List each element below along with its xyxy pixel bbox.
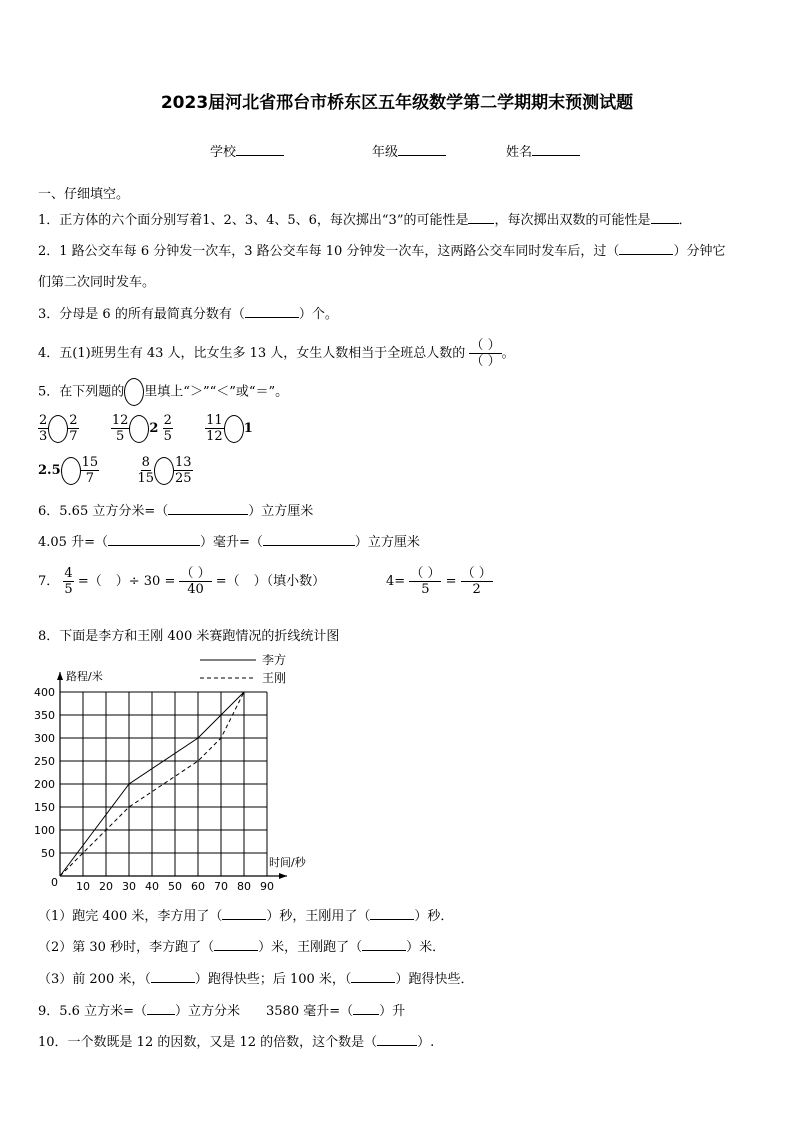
question-3: 3．分母是 6 的所有最简真分数有（ ）个。 [38, 307, 338, 322]
question-7: 7． $\frac{4}{5}$ =（ ）÷ 30 = $\frac{( )}{40}$ =（ ）（填小数） [38, 566, 326, 597]
x-tick-label: 30 [122, 880, 136, 893]
question-2-cont: 们第二次同时发车。 [38, 275, 156, 290]
y-tick-label: 100 [34, 824, 55, 837]
compare-row-1: $\frac{2}{3}$ $\frac{2}{7}$ $\frac{12}{5}$ 2 $\frac{2}{5}$ $\frac{11}{12}$ 1 [39, 413, 253, 444]
section-heading: 一、仔细填空。 [38, 187, 130, 202]
y-tick-label: 150 [34, 801, 55, 814]
x-axis-arrow [279, 873, 287, 879]
compare-oval [124, 378, 144, 406]
question-9: 9．5.6 立方米=（ ）立方分米 3580 毫升=（ ）升 [38, 1004, 406, 1019]
x-tick-label: 70 [214, 880, 228, 893]
question-5: 5．在下列题的 里填上“＞”“＜”或“＝”。 [38, 378, 288, 406]
x-tick-label: 20 [99, 880, 113, 893]
chart-grid [60, 692, 267, 876]
x-tick-label: 40 [145, 880, 159, 893]
y-tick-label: 350 [34, 709, 55, 722]
y-axis-arrow [57, 672, 63, 680]
question-8-sub1: （1）跑完 400 米，李方用了（ ）秒，王刚用了（ ）秒． [38, 909, 454, 924]
legend-label: 王刚 [262, 671, 287, 685]
fraction-blank: $\frac{( )}{( )}$ [470, 338, 501, 369]
y-axis-label: 路程/米 [66, 670, 103, 683]
question-2: 2．1 路公交车每 6 分钟发一次车，3 路公交车每 10 分钟发一次车，这两路公交车同时发车后，过（ ）分钟它 [38, 244, 726, 259]
question-10: 10．一个数既是 12 的因数，又是 12 的倍数，这个数是（ ）. [38, 1035, 435, 1050]
compare-oval [129, 415, 149, 443]
question-4: 4．五(1)班男生有 43 人，比女生多 13 人，女生人数相当于全班总人数的 $\frac{( )}{( )}$ 。 [38, 338, 515, 369]
question-1: 1．正方体的六个面分别写着1、2、3、4、5、6，每次掷出“3”的可能性是 ，每次掷出双数的可能性是 ． [38, 213, 692, 228]
legend-label: 李方 [262, 653, 287, 667]
compare-oval [48, 415, 68, 443]
x-tick-label: 90 [260, 880, 274, 893]
page-title: 2023届河北省邢台市桥东区五年级数学第二学期期末预测试题 [160, 93, 634, 113]
compare-oval [154, 457, 174, 485]
question-7-part2: 4= $\frac{( )}{5}$ = $\frac{( )}{2}$ [386, 566, 492, 597]
question-6: 6．5.65 立方分米=（ ）立方厘米 [38, 504, 314, 519]
x-tick-label: 50 [168, 880, 182, 893]
y-tick-label: 200 [34, 778, 55, 791]
origin-label: 0 [51, 876, 58, 889]
compare-row-2: 2.5 $\frac{15}{7}$ $\frac{8}{15}$ $\frac{13}{25}$ [38, 455, 192, 486]
y-tick-label: 250 [34, 755, 55, 768]
school-field: 学校 [210, 141, 284, 160]
question-8: 8．下面是李方和王刚 400 米赛跑情况的折线统计图 [38, 629, 340, 644]
x-tick-label: 60 [191, 880, 205, 893]
y-tick-label: 300 [34, 732, 55, 745]
x-axis-label: 时间/秒 [269, 856, 306, 869]
y-tick-label: 50 [41, 847, 55, 860]
chart-axes [57, 672, 287, 879]
x-tick-label: 80 [237, 880, 251, 893]
y-tick-label: 400 [34, 686, 55, 699]
compare-oval [61, 457, 81, 485]
question-8-sub3: （3）前 200 米，（ ）跑得快些；后 100 米，（ ）跑得快些． [38, 972, 474, 987]
line-chart [30, 648, 340, 898]
compare-oval [224, 415, 244, 443]
name-field: 姓名 [506, 141, 580, 160]
grade-field: 年级 [372, 141, 446, 160]
x-tick-label: 10 [76, 880, 90, 893]
question-6-line2: 4.05 升=（ ）毫升=（ ）立方厘米 [38, 535, 420, 550]
question-8-sub2: （2）第 30 秒时，李方跑了（ ）米，王刚跑了（ ）米． [38, 940, 446, 955]
